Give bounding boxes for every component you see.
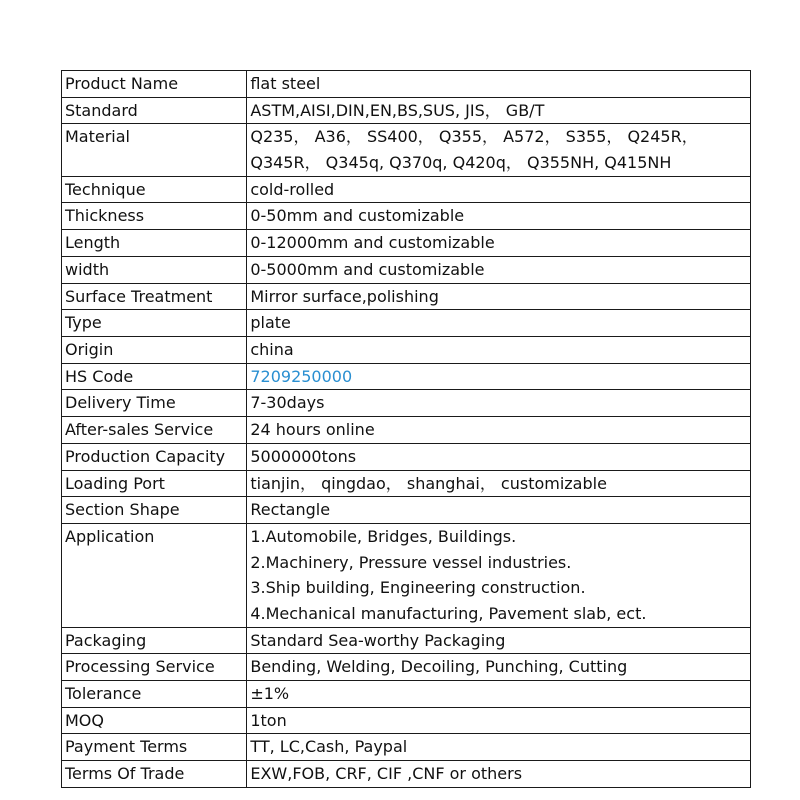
value-line: Rectangle [250,500,331,520]
row-label: Application [62,523,247,627]
table-row [62,71,751,98]
row-value [247,523,751,627]
table-row [62,310,751,337]
table-row [62,761,751,788]
table-row [62,363,751,390]
table-row [62,470,751,497]
row-value [247,283,751,310]
value-line: flat steel [250,74,321,93]
value-line: 24 hours online [250,420,375,440]
row-label: Origin [62,337,247,364]
value-line: cold-rolled [250,179,335,199]
row-label: Tolerance [62,681,247,708]
value-line: 1ton [250,710,287,730]
row-label: Loading Port [62,470,247,497]
table-row [62,654,751,681]
row-value [247,230,751,257]
table-row [62,707,751,734]
row-label: Production Capacity [62,443,247,470]
value-line: 7-30days [250,393,325,413]
row-label: Length [62,230,247,257]
row-value [247,256,751,283]
table-row [62,523,751,627]
row-value [247,734,751,761]
value-line: ASTM,AISI,DIN,EN,BS,SUS, JIS， GB/T [250,100,545,120]
row-label: Standard [62,97,247,124]
value-line: 0-5000mm and customizable [250,259,485,279]
row-label: Surface Treatment [62,283,247,310]
row-value [247,97,751,124]
spec-table-body [62,71,751,788]
row-value [247,443,751,470]
value-line: 2.Machinery, Pressure vessel industries. [250,552,572,572]
value-line: tianjin， qingdao， shanghai， customizable [250,473,607,493]
table-row [62,417,751,444]
value-line: TT, LC,Cash, Paypal [250,737,408,757]
row-value [247,627,751,654]
row-value [247,310,751,337]
row-label: Technique [62,176,247,203]
value-line: 4.Mechanical manufacturing, Pavement slab, ect. [250,603,647,623]
value-line: 5000000tons [250,446,357,466]
table-row [62,203,751,230]
value-line: 0-50mm and customizable [250,206,465,226]
row-label: Material [62,124,247,176]
value-line: Bending, Welding, Decoiling, Punching, Cutting [250,657,628,677]
table-row [62,497,751,524]
row-value [247,390,751,417]
row-label: Terms Of Trade [62,761,247,788]
product-spec-table [61,70,751,788]
row-label: Payment Terms [62,734,247,761]
row-label: Product Name [62,71,247,98]
row-value [247,470,751,497]
table-row [62,443,751,470]
row-value [247,363,751,390]
table-row [62,176,751,203]
table-row [62,124,751,176]
row-value [247,707,751,734]
value-line: ±1% [250,684,290,704]
table-row [62,230,751,257]
row-value [247,337,751,364]
value-line: Mirror surface,polishing [250,286,439,306]
table-row [62,627,751,654]
row-value [247,497,751,524]
table-row [62,256,751,283]
table-row [62,337,751,364]
row-label: HS Code [62,363,247,390]
row-value [247,761,751,788]
row-value [247,681,751,708]
table-row [62,97,751,124]
value-line: 1.Automobile, Bridges, Buildings. [250,526,517,546]
row-value [247,203,751,230]
row-label: After-sales Service [62,417,247,444]
row-label: Packaging [62,627,247,654]
row-value [247,176,751,203]
value-line: Q345R， Q345q, Q370q, Q420q， Q355NH, Q415NH [250,153,672,173]
row-label: MOQ [62,707,247,734]
row-label: Thickness [62,203,247,230]
row-value [247,124,751,176]
row-value [247,417,751,444]
row-label: Section Shape [62,497,247,524]
table-row [62,283,751,310]
row-label: Processing Service [62,654,247,681]
row-label: Delivery Time [62,390,247,417]
value-line: plate [250,313,291,333]
value-line: Standard Sea-worthy Packaging [250,630,506,650]
hs-code-link[interactable]: 7209250000 [250,366,353,386]
value-line: EXW,FOB, CRF, CIF ,CNF or others [250,764,523,784]
table-row [62,734,751,761]
value-line: 0-12000mm and customizable [250,233,495,253]
table-row [62,390,751,417]
table-row [62,681,751,708]
row-label: Type [62,310,247,337]
value-line: 3.Ship building, Engineering construction. [250,578,586,598]
value-line: china [250,340,294,359]
row-value [247,71,751,98]
value-line: Q235， A36， SS400， Q355， A572， S355， Q245R， [250,127,698,147]
row-label: width [62,256,247,283]
row-value [247,654,751,681]
